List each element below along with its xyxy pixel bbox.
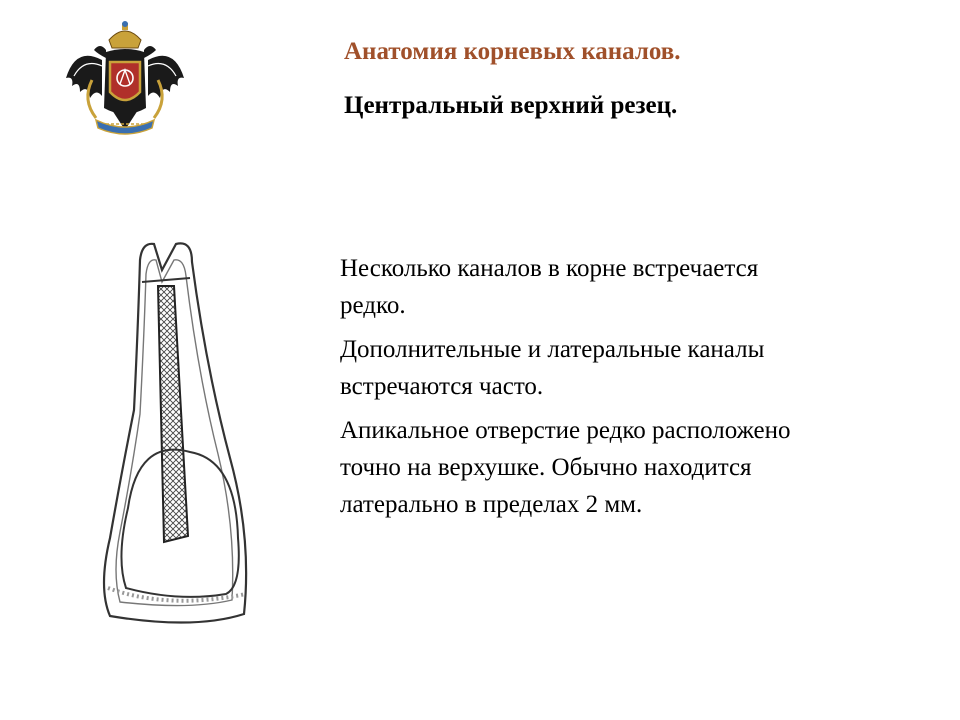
slide-title: Анатомия корневых каналов. [344, 38, 681, 65]
university-emblem-logo [62, 20, 188, 142]
slide-body [340, 250, 820, 530]
slide-subtitle: Центральный верхний резец. [344, 92, 678, 119]
paragraph-lateral-canals: Дополнительные и латеральные каналы встречаются часто. [340, 336, 765, 400]
tooth-diagram-illustration [98, 238, 258, 630]
paragraph-multiple-canals: Несколько каналов в корне встречается редко. [340, 255, 759, 319]
paragraph-apical-foramen: Апикальное отверстие редко расположено точно на верхушке. Обычно находится латерально в пределах 2 мм. [340, 417, 791, 518]
crown-icon [109, 21, 141, 48]
shield-icon [110, 62, 140, 100]
